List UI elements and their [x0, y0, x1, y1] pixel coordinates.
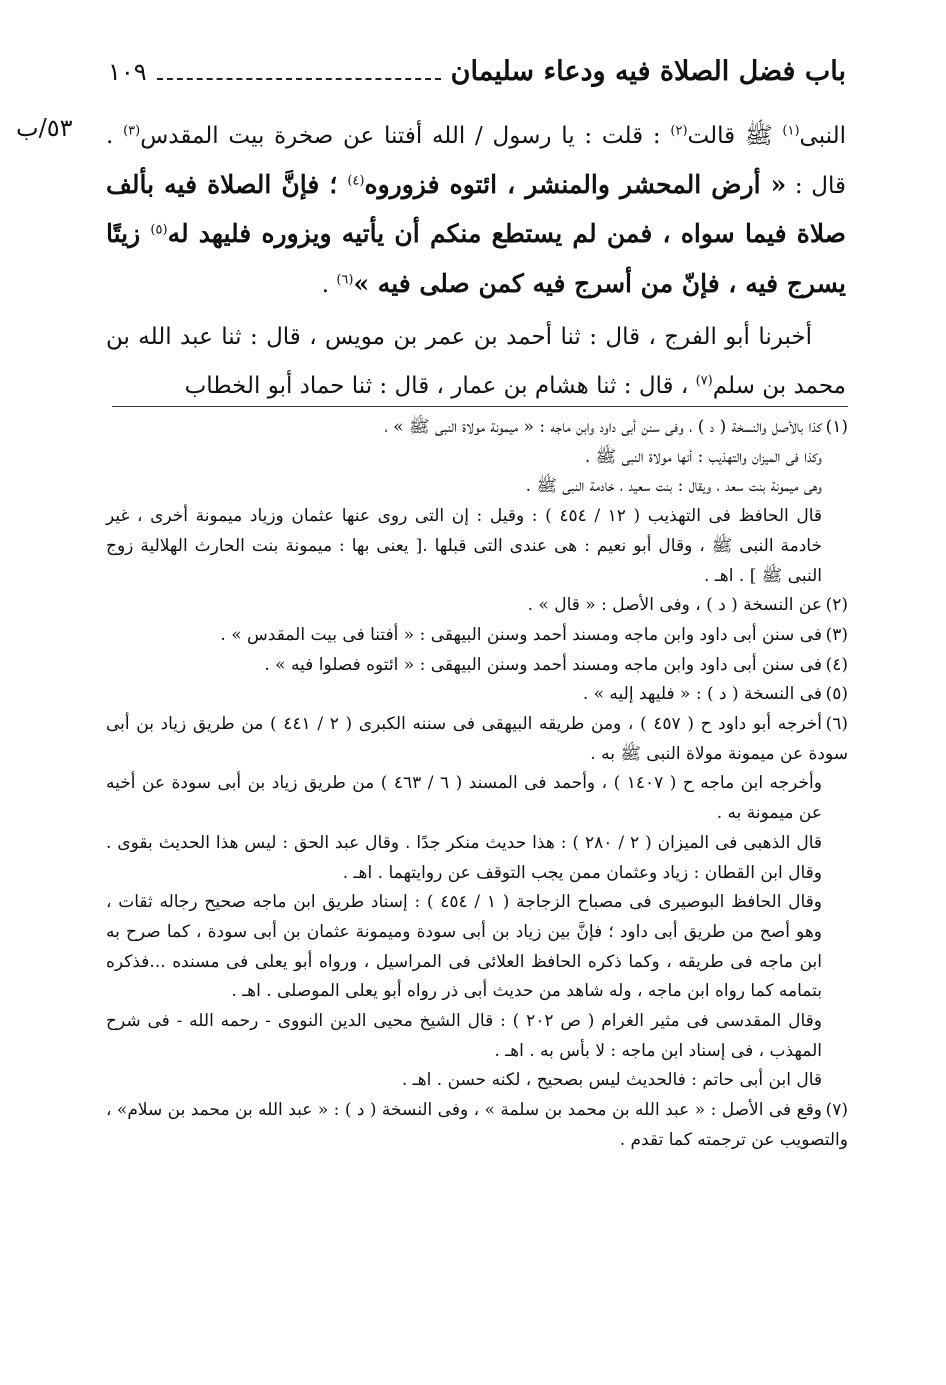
text-segment: ، قال : ثنا هشام بن عمار ، قال : ثنا حماد أبو الخطاب [184, 372, 696, 399]
footnote-line: قال الذهبى فى الميزان ( ٢ / ٢٨٠ ) : هذا حديث منكر جدًا . وقال عبد الحق : ليس هذا الحديث بقوى . وقال ابن القطان : زياد وعثمان ممن يجب التوقف عن روايتهما . اهـ . [106, 832, 822, 883]
margin-folio-reference: ٥٣/ب [16, 114, 73, 142]
footnote-label: (٥) [825, 684, 848, 705]
page-header [108, 56, 846, 90]
footnote-line: وهى ميمونة بنت سعد ، ويقال : بنت سعيد ، خادمة النبى ﷺ . [525, 476, 822, 497]
footnote-line: فى النسخة ( د ) : « فليهد إليه » . [582, 684, 822, 705]
footnote-ref: (٢) [670, 123, 688, 139]
footnote-line: وقع فى الأصل : « عبد الله بن محمد بن سلمة » ، وفى النسخة ( د ) : « عبد الله بن محمد بن سلام» ، والتصويب عن ترجمته كما تقدم . [106, 1100, 848, 1150]
page-number: ١٠٩ [108, 58, 147, 86]
main-text [106, 112, 846, 410]
footnote-line: وكذا فى الميزان والتهذيب : أنها مولاة النبى ﷺ . [584, 446, 822, 467]
main-paragraph-hadith [106, 112, 846, 309]
text-segment: . قال : [106, 123, 846, 199]
footnote-ref: (٣) [123, 123, 141, 139]
footnote-line: وقال المقدسى فى مثير الغرام ( ص ٢٠٢ ) : قال الشيخ محيى الدين النووى - رحمه الله - فى شرح المهذب ، فى إسناد ابن ماجه : لا بأس به . اهـ . [106, 1011, 822, 1061]
footnote-label: (٢) [825, 595, 848, 616]
footnote-line: وقال الحافظ البوصيرى فى مصباح الزجاجة ( ١ / ٤٥٤ ) : إسناد طريق ابن ماجه صحيح رجاله ثقات ، وهو أصح من طريق أبى داود ؛ فإنَّ بين زياد بن أبى سودة وميمونة عثمان بن أبى سودة ، كما صرح به ابن ماجه فى طريقه ، وكما ذكره الحافظ العلائى فى المراسيل ، ورواه أبو يعلى فى مسنده ...فذكره بتمامه كما رواه ابن ماجه ، وله شاهد من حديث أبى ذر رواه أبو يعلى الموصلى . اهـ . [106, 892, 823, 1002]
footnote-1 [106, 413, 848, 591]
footnote-4 [106, 651, 848, 681]
header-leader-dots [157, 77, 441, 80]
text-segment: . [321, 271, 337, 298]
footnote-line: وأخرجه ابن ماجه ح ( ١٤٠٧ ) ، وأحمد فى المسند ( ٦ / ٤٦٣ ) من طريق زياد بن أبى سودة عن أخيه عن ميمونة به . [106, 773, 822, 824]
footnote-ref: (٦) [336, 271, 354, 287]
text-segment: ﷺ قالت [687, 123, 783, 149]
footnote-line: كذا بالأصل والنسخة ( د ) ، وفى سنن أبى داود وابن ماجه : « ميمونة مولاة النبى ﷺ » ، [384, 417, 822, 437]
footnote-line: أخرجه أبو داود ح ( ٤٥٧ ) ، ومن طريقه البيهقى فى سننه الكبرى ( ٢ / ٤٤١ ) من طريق زياد بن أبى سودة عن ميمونة مولاة النبى ﷺ به . [106, 714, 848, 764]
footnote-5 [106, 680, 848, 710]
footnote-3 [106, 621, 848, 651]
text-segment: النبى [799, 123, 846, 149]
footnote-line: عن النسخة ( د ) ، وفى الأصل : « قال » . [527, 595, 822, 616]
footnote-line: فى سنن أبى داود وابن ماجه ومسند أحمد وسنن البيهقى : « أفتنا فى بيت المقدس » . [220, 624, 822, 645]
hadith-quote: « أرض المحشر والمنشر ، ائتوه فزوروه [364, 169, 787, 199]
footnote-ref: (١) [782, 123, 800, 139]
footnotes [106, 413, 848, 1156]
footnote-line: فى سنن أبى داود وابن ماجه ومسند أحمد وسنن البيهقى : « ائتوه فصلوا فيه » . [264, 654, 822, 675]
hadith-quote: ؛ فإنَّ الصلاة فيه بألف صلاة فيما سواه ، فمن لم يستطع منكم أن يأتيه ويزوره فليهد له [106, 169, 846, 248]
text-segment: : قلت : يا رسول / الله أفتنا عن صخرة بيت المقدس [140, 123, 671, 149]
footnote-label: (٤) [825, 654, 848, 675]
footnote-label: (٦) [825, 714, 848, 735]
footnote-label: (١) [825, 417, 848, 437]
footnote-7 [106, 1096, 848, 1155]
footnote-line: قال ابن أبى حاتم : فالحديث ليس بصحيح ، لكنه حسن . اهـ . [401, 1070, 822, 1091]
footnote-separator [112, 406, 848, 407]
hadith-quote: زيتًا يسرج فيه ، فإنّ من أسرج فيه كمن صلى فيه » [106, 219, 846, 298]
footnote-label: (٣) [825, 624, 848, 645]
running-title: باب فضل الصلاة فيه ودعاء سليمان [450, 56, 846, 87]
footnote-label: (٧) [825, 1100, 848, 1121]
main-paragraph-isnad [106, 313, 846, 410]
footnote-2 [106, 591, 848, 621]
footnote-6 [106, 710, 848, 1096]
footnote-ref: (٥) [150, 222, 168, 238]
footnote-line: قال الحافظ فى التهذيب ( ١٢ / ٤٥٤ ) : وقيل : إن التى روى عنها عثمان وزياد ميمونة أخرى ، غير خادمة النبى ﷺ ، وقال أبو نعيم : هى عندى التى قبلها .[ يعنى بها : ميمونة بنت الحارث الهلالية زوج النبى ﷺ ] . اهـ . [106, 506, 823, 586]
footnote-ref: (٧) [695, 372, 713, 388]
text-segment: أخبرنا أبو الفرج ، قال : ثنا أحمد بن عمر بن مويس ، قال : ثنا عبد الله بن محمد بن سلم [106, 324, 846, 399]
footnote-ref: (٤) [347, 172, 365, 188]
